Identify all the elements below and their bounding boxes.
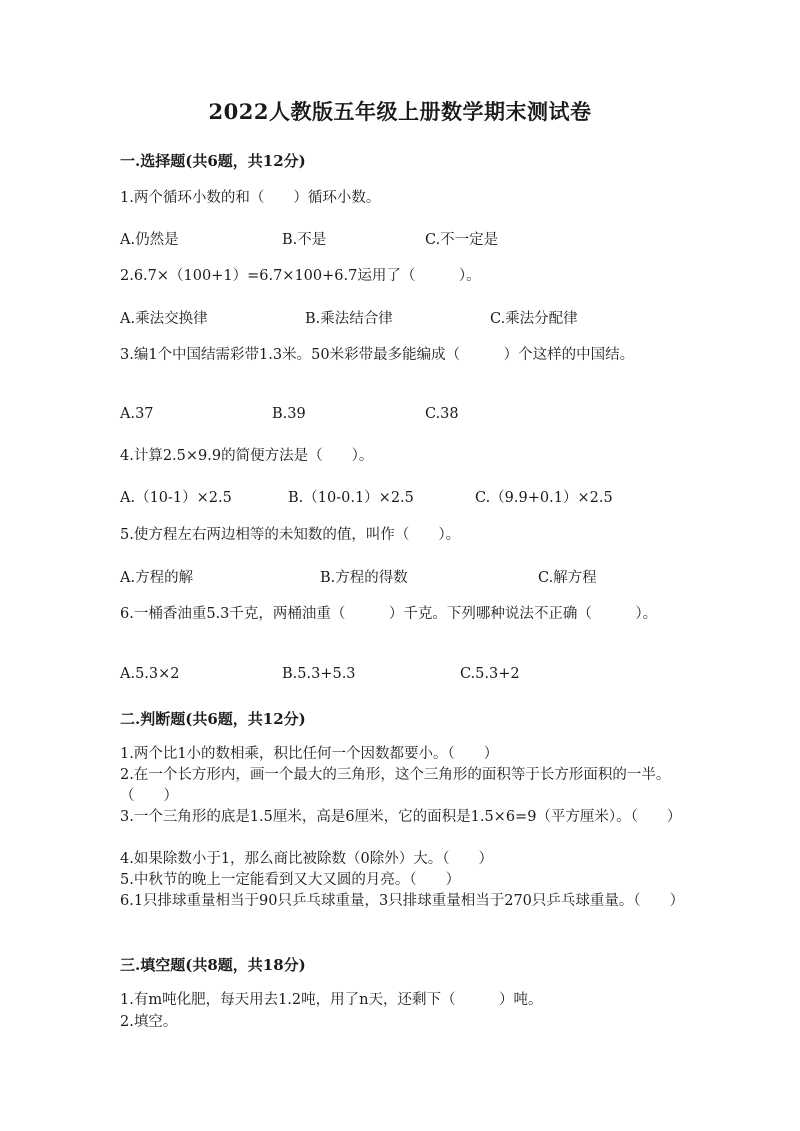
section-heading-fill-blank: 三.填空题(共8题，共18分) [120,956,306,974]
option-c: C.乘法分配律 [490,311,578,327]
option-a: A.5.3×2 [120,666,180,682]
option-a: A.37 [120,406,154,422]
question-3-options [120,406,700,426]
fill-blank-item: 2.填空。 [120,1014,178,1030]
section-heading-multiple-choice: 一.选择题(共6题，共12分) [120,152,306,170]
question-4-options [120,486,700,506]
question-2-options [120,307,700,327]
judgment-item: 5.中秋节的晚上一定能看到又大又圆的月亮。（ ） [120,872,461,888]
option-a: A.仍然是 [120,232,179,248]
option-c: C.5.3+2 [460,666,520,682]
section-heading-true-false: 二.判断题(共6题，共12分) [120,710,306,728]
question-2-text: 2.6.7×（100+1）=6.7×100+6.7运用了（ ）。 [120,268,481,284]
option-b: B.39 [272,406,306,422]
option-b: B.5.3+5.3 [282,666,356,682]
judgment-item: 1.两个比1小的数相乘，积比任何一个因数都要小。（ ） [120,746,499,762]
option-a: A.（10-1）×2.5 [120,490,232,506]
question-1-options [120,228,700,248]
question-5-text: 5.使方程左右两边相等的未知数的值，叫作（ ）。 [120,527,461,543]
option-a: A.乘法交换律 [120,311,208,327]
option-a: A.方程的解 [120,570,194,586]
judgment-item: 6.1只排球重量相当于90只乒乓球重量，3只排球重量相当于270只乒乓球重量。（ ） [120,893,685,909]
judgment-item: 4.如果除数小于1，那么商比被除数（0除外）大。（ ） [120,851,494,867]
judgment-item: 3.一个三角形的底是1.5厘米，高是6厘米，它的面积是1.5×6=9（平方厘米）。（ ） [120,809,682,825]
question-1-text: 1.两个循环小数的和（ ）循环小数。 [120,190,381,206]
option-c: C.不一定是 [425,232,499,248]
question-5-options [120,566,700,586]
option-b: B.（10-0.1）×2.5 [288,490,414,506]
option-c: C.解方程 [538,570,597,586]
option-b: B.乘法结合律 [305,311,393,327]
option-b: B.方程的得数 [320,570,408,586]
question-3-text: 3.编1个中国结需彩带1.3米。50米彩带最多能编成（ ）个这样的中国结。 [120,347,635,363]
page-title: 2022人教版五年级上册数学期末测试卷 [208,99,592,124]
option-c: C.38 [425,406,459,422]
fill-blank-item: 1.有m吨化肥，每天用去1.2吨，用了n天，还剩下（ ）吨。 [120,992,543,1008]
question-6-text: 6.一桶香油重5.3千克，两桶油重（ ）千克。下列哪种说法不正确（ ）。 [120,606,658,622]
option-b: B.不是 [282,232,327,248]
question-4-text: 4.计算2.5×9.9的简便方法是（ ）。 [120,448,374,464]
option-c: C.（9.9+0.1）×2.5 [475,490,613,506]
question-6-options [120,666,700,686]
judgment-item: 2.在一个长方形内，画一个最大的三角形，这个三角形的面积等于长方形面积的一半。（ ） [120,767,671,804]
